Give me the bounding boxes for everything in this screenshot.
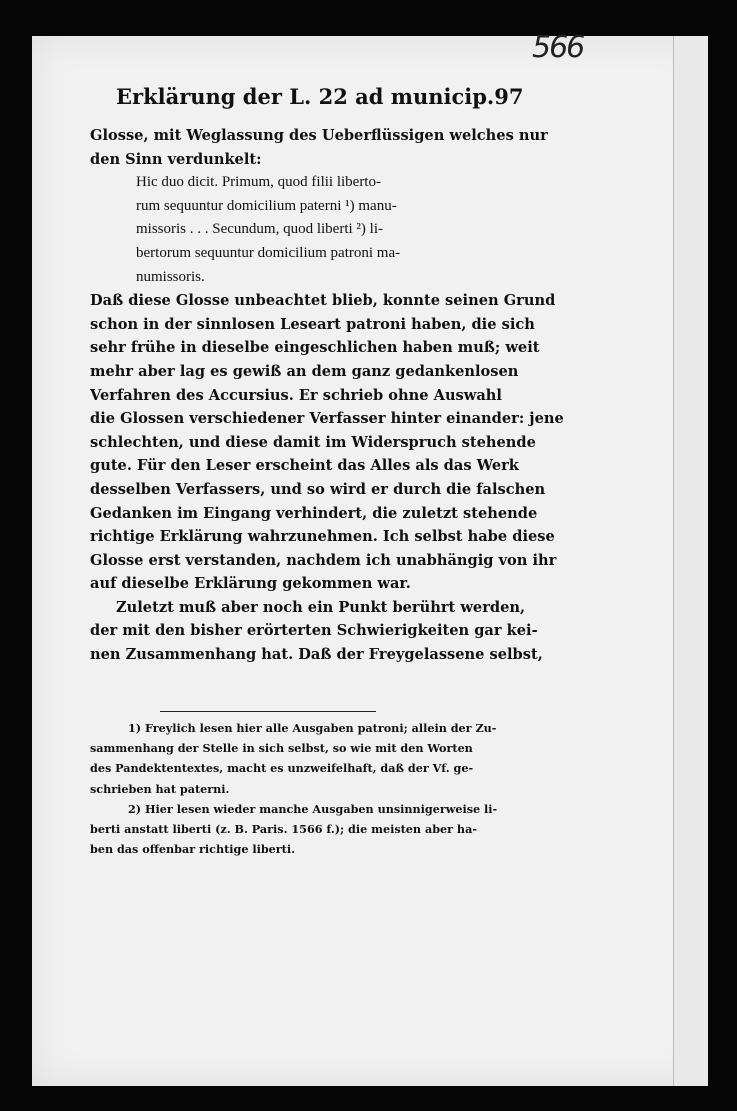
latin-quote-line: numissoris. — [136, 268, 205, 285]
footnote-line: schrieben hat paterni. — [90, 781, 230, 796]
text-line: mehr aber lag es gewiß an dem ganz gedankenlosen — [90, 362, 519, 380]
footnote-line: 1) Freylich lesen hier alle Ausgaben patroni; allein der Zu- — [128, 721, 497, 735]
running-head — [116, 84, 524, 109]
latin-quote-line: bertorum sequuntur domicilium patroni ma- — [136, 244, 401, 261]
text-line: Daß diese Glosse unbeachtet blieb, konnte seinen Grund — [90, 292, 556, 310]
latin-quote-line: missoris . . . Secundum, quod liberti ²) li- — [136, 221, 383, 238]
text-line: Verfahren des Accursius. Er schrieb ohne Auswahl — [90, 386, 502, 404]
footnote-line: des Pandektentextes, macht es unzweifelhaft, daß der Vf. ge- — [90, 761, 474, 776]
text-line: sehr frühe in dieselbe eingeschlichen haben muß; weit — [90, 339, 540, 357]
text-line: nen Zusammenhang hat. Daß der Freygelassene selbst, — [90, 646, 543, 664]
text-line: der mit den bisher erörterten Schwierigkeiten gar kei- — [90, 622, 538, 640]
text-line: Gedanken im Eingang verhindert, die zuletzt stehende — [90, 504, 538, 522]
text-line: den Sinn verdunkelt: — [90, 150, 262, 168]
latin-quote-line: rum sequuntur domicilium paterni ¹) manu- — [136, 197, 397, 214]
page-number: 97 — [494, 84, 524, 109]
footnote-line: ben das offenbar richtige liberti. — [90, 842, 295, 857]
main-text — [90, 124, 564, 667]
text-line: Glosse erst verstanden, nachdem ich unabhängig von ihr — [90, 551, 557, 569]
footnote-line: 2) Hier lesen wieder manche Ausgaben unsinnigerweise li- — [128, 801, 498, 816]
text-line: auf dieselbe Erklärung gekommen war. — [90, 575, 411, 593]
text-line: schon in der sinnlosen Leseart patroni haben, die sich — [90, 315, 535, 333]
running-head-title: Erklärung der L. 22 ad municip. — [116, 84, 495, 109]
archive-number: 566 — [532, 30, 584, 65]
footnote-line: berti anstatt liberti (z. B. Paris. 1566 f.); die meisten aber ha- — [90, 822, 477, 837]
text-line: schlechten, und diese damit im Widerspruch stehende — [90, 433, 536, 451]
text-line: desselben Verfassers, und so wird er durch die falschen — [90, 480, 546, 498]
text-line: richtige Erklärung wahrzunehmen. Ich selbst habe diese — [90, 528, 555, 546]
text-line: gute. Für den Leser erscheint das Alles als das Werk — [90, 457, 519, 475]
text-line: Zuletzt muß aber noch ein Punkt berührt werden, — [116, 598, 526, 616]
text-line: Glosse, mit Weglassung des Ueberflüssigen welches nur — [90, 127, 548, 144]
footnote-line: sammenhang der Stelle in sich selbst, so wie mit den Worten — [90, 741, 473, 756]
text-line: die Glossen verschiedener Verfasser hinter einander: jene — [90, 410, 564, 428]
latin-quote-line: Hic duo dicit. Primum, quod filii liberto- — [136, 174, 381, 191]
footnotes — [90, 718, 504, 859]
footnote-divider — [160, 711, 376, 712]
page-edge — [673, 36, 708, 1086]
